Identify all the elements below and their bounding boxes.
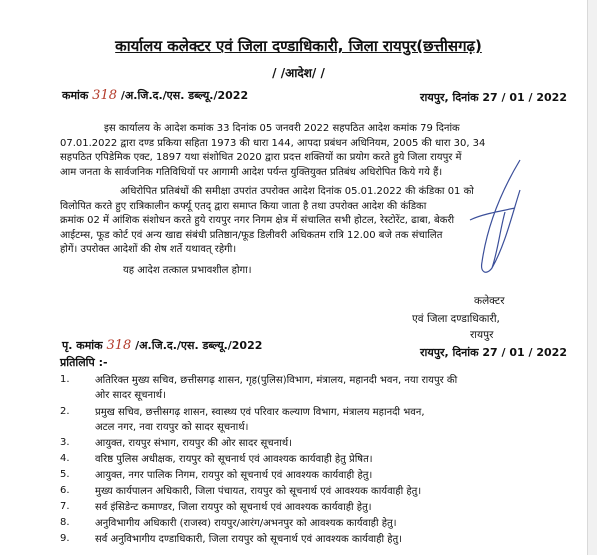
paragraph-line: विलोपित करते हुए रात्रिकालीन कर्फ्यू एतद् द्वारा समाप्त किया जाता है तथा उपरोक्त आदेश की कंडिका [60, 200, 427, 212]
paragraph-line: आईटम्स, फूड कोर्ट एवं अन्य खाद्य संबंधी प्रतिष्ठान/फूड डिलीवरी अधिकतम रात्रि 12.00 बजे तक संचालित [60, 229, 443, 241]
copy-number-handwritten: 318 [106, 338, 132, 353]
list-number: 2. [60, 406, 70, 417]
paragraph-line: क्रमांक 02 में आंशिक संशोधन करते हुये रायपुर नगर निगम क्षेत्र में संचालित सभी होटल, रेस्टोरेंट, ढाबा, बेकरी [60, 215, 455, 226]
page-edge [587, 0, 597, 555]
list-number: 3. [60, 437, 70, 448]
list-line: आयुक्त, नगर पालिक निगम, रायपुर को सूचनार्थ एवं आवश्यक कार्यवाही हेतु। [95, 470, 373, 481]
list-number: 4. [60, 453, 70, 464]
effect-line: यह आदेश तत्काल प्रभावशील होगा। [123, 265, 252, 276]
copy-place-date: रायपुर, दिनांक 27 / 01 / 2022 [420, 346, 567, 359]
order-ref-suffix: /अ.जि.द./एस. डब्ल्यू./2022 [120, 89, 249, 102]
paragraph-line: इस कार्यालय के आदेश कमांक 33 दिनांक 05 जनवरी 2022 सहपठित आदेश कमांक 79 दिनांक [104, 123, 460, 134]
list-line: अटल नगर, नवा रायपुर को सादर सूचनार्थ। [95, 421, 249, 433]
list-number: 5. [60, 469, 70, 480]
list-line: सर्व इंसिडेन्ट कमाण्डर, जिला रायपुर को सूचनार्थ एवं आवश्यक कार्यवाही हेतु। [95, 502, 372, 513]
list-number: 7. [60, 501, 70, 512]
signature-role: कलेक्टर [474, 295, 505, 307]
order-ref-label: कमांक [62, 89, 89, 102]
list-line: मुख्य कार्यपालन अधिकारी, जिला पंचायत, रायपुर को सूचनार्थ एवं आवश्यक कार्यवाही हेतु। [95, 486, 422, 497]
order-heading: / /आदेश/ / [272, 66, 325, 80]
list-line: सर्व अनुविभागीय दण्डाधिकारी, जिला रायपुर को सूचनार्थ एवं आवश्यक कार्यवाही हेतु। [95, 534, 403, 545]
list-line: प्रमुख सचिव, छत्तीसगढ़ शासन, स्वास्थ्य एवं परिवार कल्याण विभाग, मंत्रालय महानदी भवन, [95, 407, 425, 418]
paragraph-line: अधिरोपित प्रतिबंधों की समीक्षा उपरांत उपरोक्त आदेश दिनांक 05.01.2022 की कंडिका 01 को [120, 186, 474, 197]
list-line: आयुक्त, रायपुर संभाग, रायपुर की ओर सादर सूचनार्थ। [95, 438, 292, 449]
paragraph-line: 07.01.2022 द्वारा दण्ड प्रकिया सहिता 1973 की धारा 144, आपदा प्रबंधन अधिनियम, 2005 की धारा 30, 34 [60, 137, 486, 149]
order-place-date: रायपुर, दिनांक 27 / 01 / 2022 [420, 91, 567, 104]
paragraph-line: होगें। उपरोक्त आदेशों की शेष शर्ते यथावत् रहेगी। [60, 244, 237, 255]
order-number-handwritten: 318 [92, 88, 117, 103]
signature-place: रायपुर [470, 329, 494, 341]
list-number: 8. [60, 517, 70, 528]
list-line: अनुविभागीय अधिकारी (राजस्व) रायपुर/आरंग/अभनपुर को आवश्यक कार्यवाही हेतु। [95, 518, 397, 529]
pen-stroke [470, 160, 520, 272]
office-title: कार्यालय कलेक्टर एवं जिला दण्डाधिकारी, जिला रायपुर(छत्तीसगढ़) [115, 37, 482, 55]
list-number: 9. [60, 533, 70, 544]
copy-ref-suffix: /अ.जि.द./एस. डब्ल्यू./2022 [135, 339, 263, 352]
list-line: अतिरिक्त मुख्य सचिव, छत्तीसगढ़ शासन, गृह(पुलिस)विभाग, मंत्रालय, महानदी भवन, नया रायपुर की [95, 375, 458, 386]
list-number: 6. [60, 485, 70, 496]
paragraph-line: आम जनता के सार्वजनिक गतिविधियों पर आगामी आदेश पर्यन्त युक्तियुक्त प्रतिबंध अधिरोपित किये गये हैं। [60, 166, 443, 178]
list-line: वरिष्ठ पुलिस अधीक्षक, रायपुर को सूचनार्थ एवं आवश्यक कार्यवाही हेतु प्रेषित। [95, 454, 373, 465]
copy-ref-label: पृ. कमांक [62, 339, 103, 352]
signature-designation: एवं जिला दण्डाधिकारी, [412, 313, 500, 325]
list-number: 1. [60, 374, 70, 385]
list-line: ओर सादर सूचनार्थ। [95, 389, 166, 401]
copy-to-label: प्रतिलिपि :- [60, 356, 108, 369]
paragraph-line: सहपठित एपिडेमिक एक्ट, 1897 यथा संशोधित 2020 द्वारा प्रदत्त शक्तियों का प्रयोग करते हुये जिला रायपुर में [60, 152, 462, 163]
